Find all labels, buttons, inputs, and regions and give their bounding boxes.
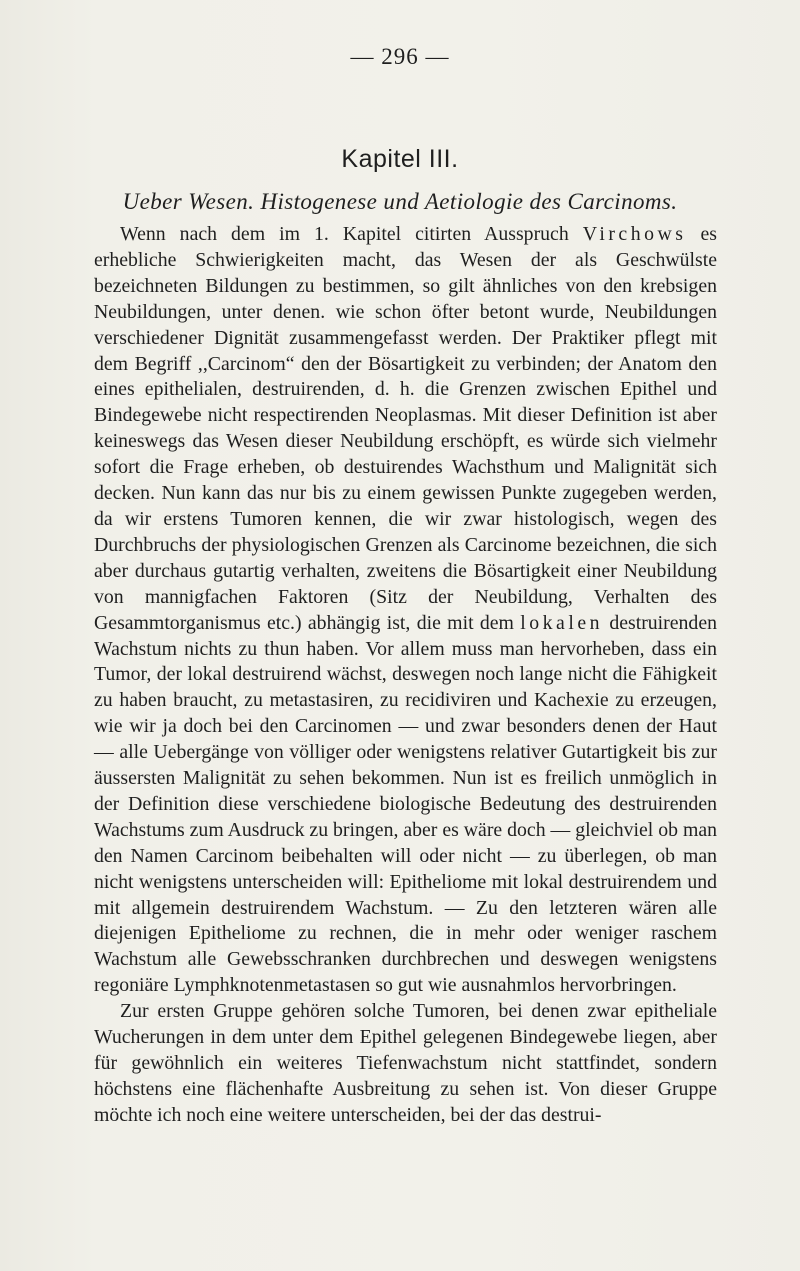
chapter-title: Kapitel III.: [341, 145, 459, 173]
chapter-subtitle: Ueber Wesen. Histogenese und Aetiologie des Carcinoms.: [122, 189, 678, 214]
page-number: — 296 —: [350, 44, 450, 69]
author-name-virchow: Virchows: [582, 223, 687, 245]
paragraph-1-part-3: destruirenden Wachstum nichts zu thun haben. Vor allem muss man hervorheben, dass ein Tumor, der lokal destruirend wächst, deswegen noch lange nicht die Fähigkeit zu haben braucht, zu metastasiren, zu recidiviren und Kachexie zu erzeugen, wie wir ja doch bei den Carcinomen — und zwar besonders denen der Haut — alle Uebergänge von völliger oder wenigstens relativer Gutartigkeit bis zur äussersten Malignität zu sehen bekommen. Nun ist es freilich unmöglich in der Definition diese verschiedene biologische Bedeutung des destruirenden Wachstums zum Ausdruck zu bringen, aber es wäre doch — gleichviel ob man den Namen Carcinom beibehalten will oder nicht — zu überlegen, ob man nicht wenigstens unterscheiden will: Epitheliome mit lokal destruirendem und mit allgemein destruirendem Wachstum. — Zu den letzteren wären alle diejenigen Epitheliome zu rechnen, die in mehr oder weniger raschem Wachstum alle Gewebsschranken durchbrechen und deswegen wenigstens regoniäre Lymphknotenmetastasen so gut wie ausnahmlos hervorbringen.: [94, 611, 717, 997]
body-text: [94, 222, 717, 1129]
paragraph-1-part-2: es erhebliche Schwierigkeiten macht, das Wesen der als Geschwülste bezeichneten Bildungen zu bestimmen, so gilt ähnliches von den krebsigen Neubildungen, unter denen. wie schon öfter betont wurde, Neubildungen verschiedener Dignität zusammengefasst werden. Der Praktiker pflegt mit dem Begriff ,,Carcinom“ den der Bösartigkeit zu verbinden; der Anatom den eines epithelialen, destruirenden, d. h. die Grenzen zwischen Epithel und Bindegewebe nicht respectirenden Neoplasmas. Mit dieser Definition ist aber keineswegs das Wesen dieser Neubildung erschöpft, es würde sich vielmehr sofort die Frage erheben, ob destuirendes Wachsthum und Malignität sich decken. Nun kann das nur bis zu einem gewissen Punkte zugegeben werden, da wir erstens Tumoren kennen, die wir zwar histologisch, wegen des Durchbruchs der physiologischen Grenzen als Carcinome bezeichnen, die sich aber durchaus gutartig verhalten, zweitens die Bösartigkeit einer Neubildung von mannigfachen Faktoren (Sitz der Neubildung, Verhalten des Gesammtorganismus etc.) abhängig ist, die mit dem: [94, 223, 717, 634]
paragraph-2: Zur ersten Gruppe gehören solche Tumoren, bei denen zwar epitheliale Wucherungen in dem unter dem Epithel gelegenen Bindegewebe liegen, aber für gewöhnlich ein weiteres Tiefenwachstum nicht stattfindet, sondern höchstens eine flächenhafte Ausbreitung zu sehen ist. Von dieser Gruppe möchte ich noch eine weitere unterscheiden, bei der das destrui-: [94, 1000, 717, 1126]
paragraph-1-part-1: Wenn nach dem im 1. Kapitel citirten Ausspruch: [120, 223, 583, 245]
emphasis-lokalen: lokalen: [520, 611, 604, 634]
paragraph-1: [94, 222, 717, 999]
